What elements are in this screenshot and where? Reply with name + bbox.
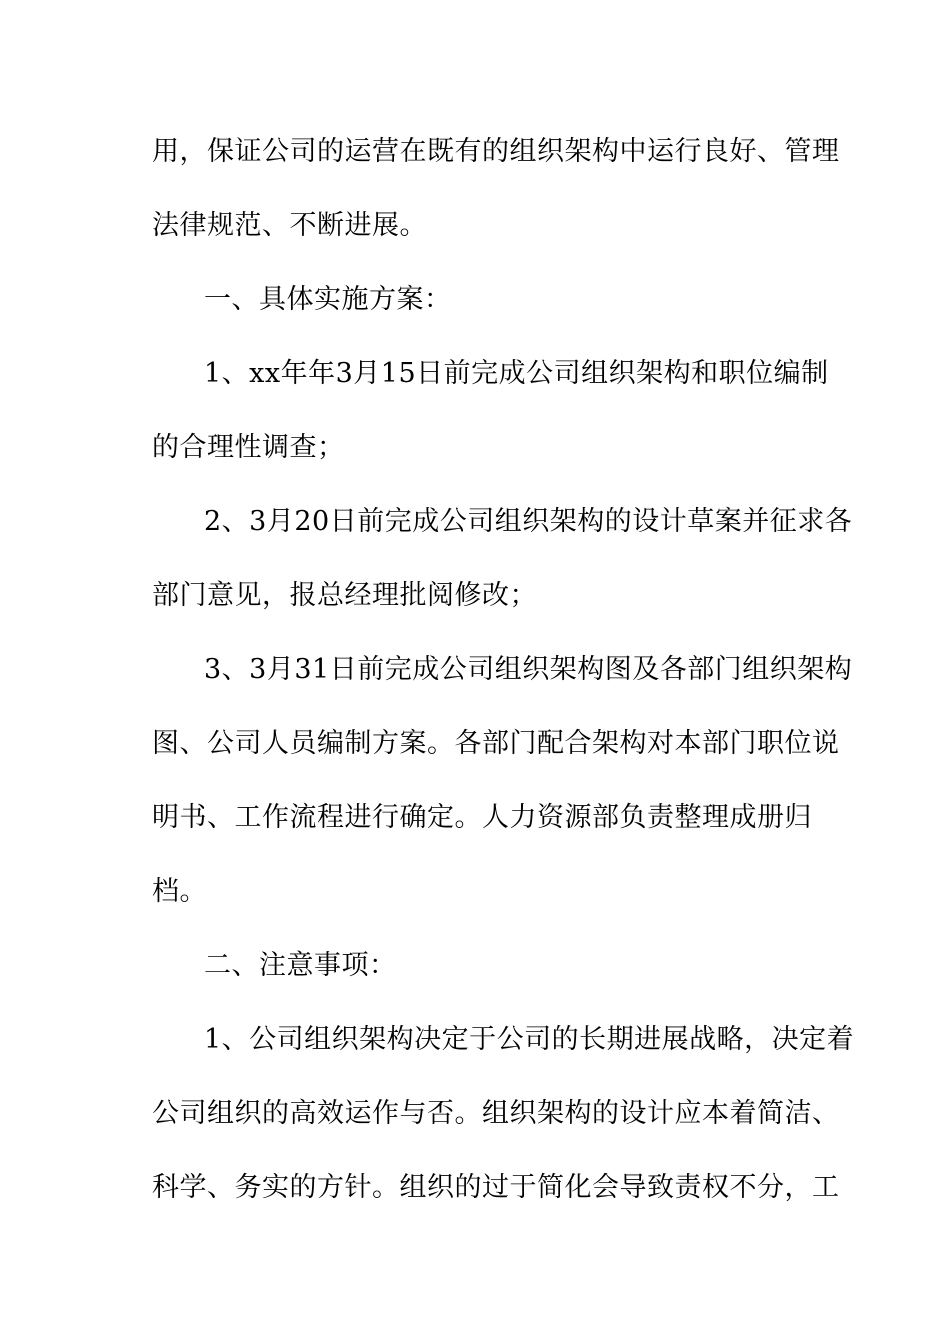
text-line: 2、3月20日前完成公司组织架构的设计草案并征求各 [204,506,853,537]
text-line: 部门意见，报总经理批阅修改； [152,580,537,611]
text-line: 档。 [152,876,207,907]
text-line: 的合理性调查； [152,432,345,463]
text-line: 1、xx年年3月15日前完成公司组织架构和职位编制 [204,358,829,389]
text-line: 用，保证公司的运营在既有的组织架构中运行良好、管理 [152,136,840,167]
text-line: 科学、务实的方针。组织的过于简化会导致责权不分，工 [152,1172,840,1203]
text-line: 3、3月31日前完成公司组织架构图及各部门组织架构 [204,654,853,685]
text-line: 法律规范、不断进展。 [152,210,427,241]
text-line: 图、公司人员编制方案。各部门配合架构对本部门职位说 [152,728,840,759]
text-line: 1、公司组织架构决定于公司的长期进展战略，决定着 [204,1024,855,1055]
section-heading: 二、注意事项： [204,950,397,981]
section-heading: 一、具体实施方案： [204,284,452,315]
document-body [152,115,855,1225]
text-line: 公司组织的高效运作与否。组织架构的设计应本着简洁、 [152,1098,840,1129]
text-line: 明书、工作流程进行确定。人力资源部负责整理成册归 [152,802,812,833]
